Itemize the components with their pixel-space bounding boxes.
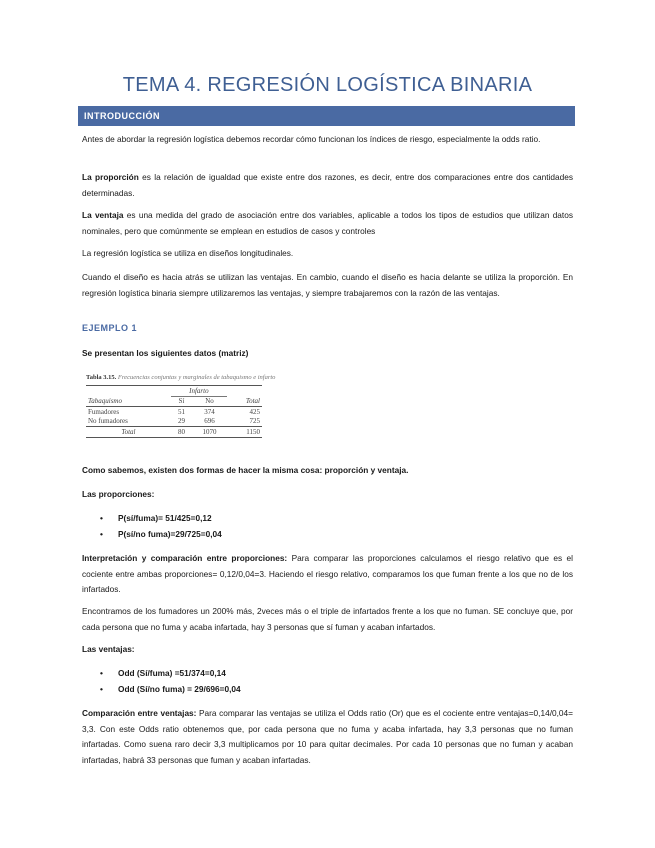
page-title: TEMA 4. REGRESIÓN LOGÍSTICA BINARIA: [122, 74, 533, 96]
proportions-list: [100, 511, 222, 542]
row-label: No fumadores: [88, 417, 128, 426]
table-cell: 374: [204, 407, 215, 416]
table-row: [86, 407, 262, 417]
intro-paragraph-longitudinal: La regresión logística se utiliza en diseños longitudinales.: [82, 248, 294, 258]
list-item: • P(sí/no fuma)=29/725=0,04: [100, 527, 222, 543]
ventajas-label: Las ventajas:: [82, 644, 135, 654]
table-cell: 1070: [192, 427, 227, 438]
column-header-si: Sí: [171, 396, 192, 407]
paragraph-encontramos: Encontramos de los fumadores un 200% más, 2veces más o el triple de infartados frente a los que no fuman. SE concluye que, por cada persona que no fuma y acaba infartada, hay 3 personas que sí fuman y acaban infartados.: [82, 606, 573, 632]
table-row: [86, 417, 262, 427]
intro-paragraph-proporcion: [82, 170, 573, 201]
term-interpretacion: Interpretación y comparación entre proporciones:: [82, 553, 288, 563]
column-header-no: No: [192, 396, 227, 407]
contingency-table: [86, 385, 262, 438]
table-caption: [86, 374, 276, 381]
row-header: Tabaquismo: [86, 396, 171, 407]
interpretacion-text: Para comparar las proporciones calculamos el riesgo relativo que es el cociente entre ambas proporciones= 0,12/0,04=3. Haciendo el riesgo relativo, comparamos los que fuman frente a los que no de los infartados.: [82, 553, 573, 595]
list-item: • Odd (Sí/fuma) =51/374=0,14: [100, 666, 241, 682]
list-item: • P(sí/fuma)= 51/425=0,12: [100, 511, 222, 527]
row-label: Total: [86, 427, 171, 438]
example-heading: EJEMPLO 1: [82, 323, 138, 333]
column-group-header: Infarto: [171, 386, 227, 397]
term-comparacion: Comparación entre ventajas:: [82, 708, 197, 718]
column-header-total: Total: [227, 396, 262, 407]
proporcion-definition: es la relación de igualdad que existe entre dos razones, es decir, entre dos comparaciones entre dos cantidades determinadas.: [82, 172, 573, 198]
table-cell: 696: [204, 417, 215, 426]
contingency-table-image: [86, 374, 276, 438]
table-cell: 29: [177, 417, 185, 426]
intro-paragraph-1: Antes de abordar la regresión logística debemos recordar cómo funcionan los índices de riesgo, especialmente la odds ratio.: [82, 134, 541, 144]
table-caption-text: Frecuencias conjuntas y marginales de tabaquismo e infarto: [117, 374, 276, 381]
list-item: • Odd (Sí/no fuma) = 29/696=0,04: [100, 682, 241, 698]
table-cell: 725: [249, 417, 260, 426]
odds-list: [100, 666, 241, 697]
term-ventaja: La ventaja: [82, 210, 124, 220]
paragraph-interpretacion: [82, 551, 573, 598]
ventaja-definition: es una medida del grado de asociación entre dos variables, aplicable a todos los tipos de estudios que utilizan datos nominales, pero que comúnmente se emplean en estudios de casos y controles: [82, 210, 573, 236]
intro-paragraph-diseno: Cuando el diseño es hacia atrás se utilizan las ventajas. En cambio, cuando el diseño es hacia delante se utiliza la proporción. En regresión logística binaria siempre utilizaremos las ventajas, y siempre trabajaremos con la razón de las ventajas.: [82, 272, 573, 298]
table-total-row: [86, 427, 262, 438]
proportions-label: Las proporciones:: [82, 489, 155, 499]
table-cell: 425: [249, 407, 260, 416]
section-heading-introduccion: INTRODUCCIÓN: [78, 106, 575, 126]
paragraph-comparacion-ventajas: [82, 706, 573, 768]
data-intro: Se presentan los siguientes datos (matriz): [82, 348, 249, 358]
table-cell: 80: [171, 427, 192, 438]
table-cell: 51: [177, 407, 185, 416]
row-label: Fumadores: [88, 407, 120, 416]
term-proporcion: La proporción: [82, 172, 139, 182]
intro-paragraph-ventaja: [82, 208, 573, 239]
table-caption-label: Tabla 3.15.: [86, 374, 117, 381]
table-cell: 1150: [227, 427, 262, 438]
comparacion-text: Para comparar las ventajas se utiliza el Odds ratio (Or) que es el cociente entre ventajas=0,14/0,04= 3,3. Con este Odds ratio obtenemos que, por cada persona que no fuma y acaba infartada, hay 3,3 personas que no fuman infartadas. Como suena raro decir 3,3 multiplicamos por 10 para quitar decimales. Por cada 10 personas que no fuman y acaban infartadas, habrá 33 personas que fuman y acaban infartadas.: [82, 708, 573, 765]
paragraph-como-sabemos: Como sabemos, existen dos formas de hacer la misma cosa: proporción y ventaja.: [82, 465, 409, 475]
